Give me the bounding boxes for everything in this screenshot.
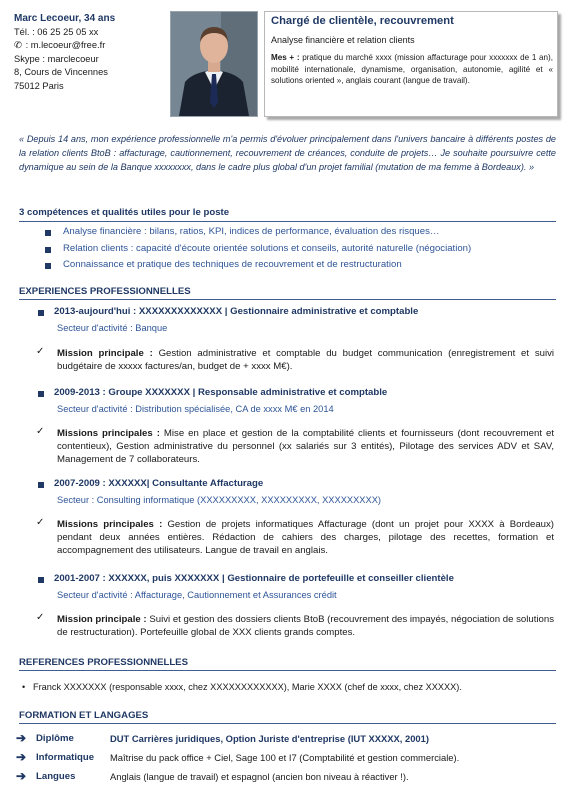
email-line: [14, 39, 169, 53]
portrait-illustration: [171, 12, 257, 116]
formation-title: FORMATION ET LANGAGES: [19, 710, 149, 721]
skype: Skype : marclecoeur: [14, 53, 99, 64]
mission-label: Mission principale :: [57, 614, 147, 625]
candidate-name: Marc Lecoeur, 34 ans: [14, 13, 116, 24]
experiences-title: EXPERIENCES PROFESSIONNELLES: [19, 286, 191, 297]
experience-title: 2007-2009 : XXXXXX| Consultante Affacturage: [54, 478, 264, 489]
strengths-text: [271, 52, 553, 87]
phone: Tél. : 06 25 25 05 xx: [14, 26, 99, 37]
mission-label: Missions principales :: [57, 428, 160, 439]
experience-mission: [57, 613, 554, 639]
formation-value: Anglais (langue de travail) et espagnol (ancien bon niveau à réactiver !).: [110, 771, 409, 782]
formation-value: DUT Carrières juridiques, Option Juriste d'entreprise (IUT XXXXX, 2001): [110, 733, 429, 744]
arrow-right-icon: ➔: [16, 731, 27, 745]
formation-label: Langues: [36, 771, 76, 782]
experiences-rule: [19, 299, 556, 300]
experience-sector: Secteur d'activité : Distribution spécialisée, CA de xxxx M€ en 2014: [57, 404, 334, 414]
bullet-square-icon: [38, 577, 44, 583]
bullet-square-icon: [38, 310, 44, 316]
formation-label: Informatique: [36, 752, 95, 763]
bullet-square-icon: [38, 482, 44, 488]
mission-text: Suivi et gestion des dossiers clients BtoB (recouvrement des impayés, négociation de solutions de restructuration). Portefeuille global de XXX clients grands comptes.: [57, 614, 554, 638]
references-text: Franck XXXXXXX (responsable xxxx, chez XXXXXXXXXXXX), Marie XXXX (chef de xxxx, chez XXXXX).: [33, 682, 462, 692]
experience-title: 2013-aujourd'hui : XXXXXXXXXXXXX | Gestionnaire administrative et comptable: [54, 306, 419, 317]
bullet-dot-icon: •: [22, 682, 26, 692]
bullet-square-icon: [45, 230, 51, 236]
competence-item: Analyse financière : bilans, ratios, KPI, indices de performance, évaluation des risques…: [63, 226, 440, 237]
check-icon: ✓: [36, 612, 45, 623]
email[interactable]: : m.lecoeur@free.fr: [23, 40, 106, 51]
experience-mission: [57, 347, 554, 373]
experience-sector: Secteur d'activité : Affacturage, Cautionnement et Assurances crédit: [57, 590, 337, 600]
mission-text: Gestion administrative et comptable du budget communication (enregistrement et suivi budgétaire de xxxxx factures/an, budget de + xxxx M€).: [57, 348, 555, 372]
phone-icon: ✆: [14, 40, 22, 51]
summary-quote: « Depuis 14 ans, mon expérience professionnelle m'a permis d'évoluer principalement dans l'univers bancaire à différents postes de la relation clients BtoB : affacturage, cautionnement, recouvrement de créances, conduite de projets… Je souhaite poursuivre cette dynamique au sein de la Banque xxxxxxxx, dans le cadre plus global d'un projet familial (mutation de ma femme à Bordeaux). »: [19, 134, 556, 172]
address-city: 75012 Paris: [14, 80, 64, 91]
bullet-square-icon: [38, 391, 44, 397]
formation-label: Diplôme: [36, 733, 74, 744]
strengths-body: pratique du marché xxxx (mission affacturage pour xxxxxxx de 1 an), mobilité internationale, dynamisme, organisation, autonomie, agilité et « solutions oriented », anglais courant (langue de travail).: [271, 53, 553, 85]
check-icon: ✓: [36, 346, 45, 357]
mission-label: Mission principale :: [57, 348, 153, 359]
formation-value: Maîtrise du pack office + Ciel, Sage 100 et I7 (Comptabilité et gestion commerciale).: [110, 752, 460, 763]
job-title: Chargé de clientèle, recouvrement: [271, 15, 454, 27]
experience-mission: [57, 427, 554, 466]
experience-sector: Secteur d'activité : Banque: [57, 323, 168, 333]
experience-title: 2001-2007 : XXXXXX, puis XXXXXXX | Gestionnaire de portefeuille et conseiller clientèle: [54, 573, 454, 584]
references-rule: [19, 670, 556, 671]
mission-text: Mise en place et gestion de la comptabilité clients et fournisseurs (dont recouvrement et contentieux), Gestion administrative du personnel (xx salariés sur 3 entités), Pilotage des services ADV et SAV, Management de 7 collaborateurs.: [57, 428, 554, 465]
arrow-right-icon: ➔: [16, 750, 27, 764]
check-icon: ✓: [36, 426, 45, 437]
bullet-square-icon: [45, 263, 51, 269]
mission-text: Gestion de projets informatiques Affacturage (dont un projet pour XXXX à Bordeaux) pendant deux années entières. Rédaction de cahiers des charges, pilotage des recettes, formation et accompagnement des utilisateurs. Langue de travail en anglais.: [57, 519, 554, 556]
experience-title: 2009-2013 : Groupe XXXXXXX | Responsable administrative et comptable: [54, 387, 388, 398]
formation-rule: [19, 723, 556, 724]
contact-block: [14, 12, 169, 94]
mission-label: Missions principales :: [57, 519, 163, 530]
bullet-square-icon: [45, 247, 51, 253]
profile-photo: [170, 11, 258, 117]
competence-item: Connaissance et pratique des techniques de recouvrement et de restructuration: [63, 259, 402, 270]
experience-mission: [57, 518, 554, 557]
experience-sector: Secteur : Consulting informatique (XXXXXXXXX, XXXXXXXXX, XXXXXXXXX): [57, 495, 381, 505]
competence-item: Relation clients : capacité d'écoute orientée solutions et conseils, autorité naturelle (négociation): [63, 243, 472, 254]
references-title: REFERENCES PROFESSIONNELLES: [19, 657, 188, 668]
strengths-label: Mes + :: [271, 53, 300, 62]
competences-title: 3 compétences et qualités utiles pour le poste: [19, 207, 230, 218]
job-subtitle: Analyse financière et relation clients: [271, 35, 415, 45]
address-street: 8, Cours de Vincennes: [14, 67, 108, 78]
headline-box: [264, 11, 558, 117]
arrow-right-icon: ➔: [16, 769, 27, 783]
competences-rule: [19, 221, 556, 222]
check-icon: ✓: [36, 517, 45, 528]
